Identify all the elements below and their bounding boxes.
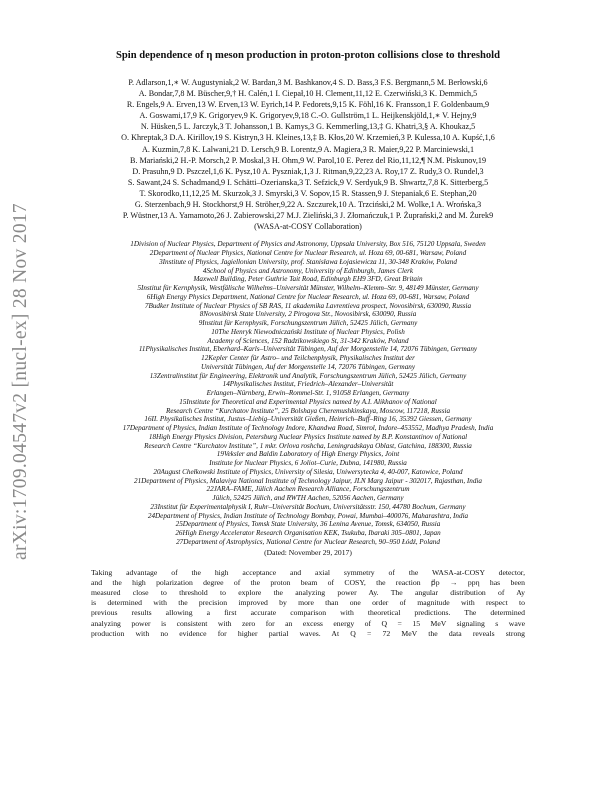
affiliation-line: 2Department of Nuclear Physics, National Centre for Nuclear Research, ul. Hoza 69, 00-681, Warsaw, Poland — [149, 249, 467, 258]
affiliation-line: 19Veksler and Baldin Laboratory of High Energy Physics, Joint — [216, 450, 400, 459]
abstract-line: production with no evidence for higher partial waves. At Q = 72 MeV the data reveals strong — [91, 628, 525, 638]
affiliation-line: 10The Henryk Niewodniczański Institute of Nuclear Physics, Polish — [211, 327, 405, 336]
affiliation-line: Institute for Nuclear Physics, 6 Joliot–Curie, Dubna, 141980, Russia — [209, 459, 407, 468]
abstract-line: Taking advantage of the high acceptance and axial symmetry of the WASA-at-COSY detector, — [91, 567, 525, 577]
affiliation-line: 26High Energy Accelerator Research Organisation KEK, Tsukuba, Ibaraki 305–0801, Japan — [175, 529, 441, 538]
author-line: P. Adlarson,1,∗ W. Augustyniak,2 W. Bardan,3 M. Bashkanov,4 S. D. Bass,3 F.S. Bergmann,5 M. Berłowski,6 — [128, 78, 488, 87]
affiliation-line: Research Centre “Kurchatov Institute”, 25 Bolshaya Cheremushkinskaya, Moscow, 117218, Russia — [165, 406, 451, 415]
affiliation-line: 24Department of Physics, Indian Institute of Technology Bombay, Powai, Mumbai–400076, Maharashtra, India — [147, 511, 469, 520]
author-line: S. Sawant,24 S. Schadmand,9 I. Schätti–Ozerianska,3 T. Sefzick,9 V. Serdyuk,9 B. Shwartz,7,8 K. Sitterberg,5 — [127, 177, 489, 187]
affiliation-line: Jülich, 52425 Jülich, and RWTH Aachen, 52056 Aachen, Germany — [212, 494, 404, 503]
affiliation-line: Universität Tübingen, Auf der Morgenstelle 14, 72076 Tübingen, Germany — [201, 362, 415, 371]
affiliation-line: 22JARA–FAME, Jülich Aachen Research Alliance, Forschungszentrum — [206, 485, 410, 494]
affiliation-line: 7Budker Institute of Nuclear Physics of SB RAS, 11 akademika Lavrentieva prospect, Novosibirsk, 630090, Russia — [144, 301, 472, 310]
affiliation-line: 8Novosibirsk State University, 2 Pirogova Str., Novosibirsk, 630090, Russia — [199, 310, 417, 319]
abstract-line: measured close to threshold to explore the analyzing power Ay. The angular distribution of Ay — [91, 587, 525, 597]
abstract-line: and the high polarization degree of the proton beam of COSY, the reaction p⃗p → ppη has been — [91, 577, 525, 587]
affiliation-line: 20August Chełkowski Institute of Physics, University of Silesia, Uniwersytecka 4, 40-007, Katowice, Poland — [153, 467, 463, 476]
author-line: G. Sterzenbach,9 H. Stockhorst,9 H. Ströher,9,22 A. Szczurek,10 A. Trzciński,2 M. Wolke,1 A. Wrońska,3 — [134, 200, 482, 210]
affiliation-line: 16II. Physikalisches Institut, Justus–Liebig–Universität Gießen, Heinrich–Buff–Ring 16, 35392 Giessen, Germany — [144, 415, 472, 424]
author-line: N. Hüsken,5 L. Jarczyk,3 T. Johansson,1 B. Kamys,3 G. Kemmerling,13,‡ G. Khatri,3,§ A. Khoukaz,5 — [140, 122, 476, 132]
author-line: O. Khreptak,3 D.A. Kirillov,19 S. Kistryn,3 H. Kleines,13,‡ B. Kłos,20 W. Krzemień,3 P. Kulessa,10 A. Kupść,1,6 — [121, 133, 495, 143]
affiliation-line: 27Department of Astrophysics, National Centre for Nuclear Research, 90–950 Łódź, Poland — [176, 537, 440, 546]
author-line: B. Mariański,2 H.-P. Morsch,2 P. Moskal,3 H. Ohm,9 W. Parol,10 E. Perez del Rio,11,12,¶ N.M. Piskunov,19 — [129, 155, 487, 165]
affiliation-line: 4School of Physics and Astronomy, University of Edinburgh, James Clerk — [202, 266, 414, 275]
affiliation-line: 15Institute for Theoretical and Experimental Physics named by A.I. Alikhanov of National — [179, 397, 437, 406]
affiliation-line: 18High Energy Physics Division, Petersburg Nuclear Physics Institute named by B.P. Konstantinov of National — [148, 432, 468, 441]
affiliation-line: 12Kepler Center für Astro– und Teilchenphysik, Physikalisches Institut der — [201, 354, 415, 363]
collaboration-name: (WASA-at-COSY Collaboration) — [254, 222, 362, 232]
author-line: D. Prasuhn,9 D. Pszczel,1,6 K. Pysz,10 A. Pyszniak,1,3 J. Ritman,9,22,23 A. Roy,17 Z. Rudy,3 O. Rundel,3 — [132, 166, 484, 176]
abstract-line: analyzing power is consistent with zero for an excess energy of Q = 15 MeV signaling s wave — [91, 618, 525, 628]
affiliation-line: 11Physikalisches Institut, Eberhard–Karls–Universität Tübingen, Auf der Morgenstelle 14, 72076 Tübingen, Germany — [138, 345, 478, 354]
arxiv-stamp: arXiv:1709.04547v2 [nucl-ex] 28 Nov 2017 — [10, 203, 31, 560]
affiliation-line: 5Institut für Kernphysik, Westfälische Wilhelms–Universität Münster, Wilhelm–Klemm–Str. 9, 48149 Münster, Germany — [137, 284, 479, 293]
affiliation-line: 25Department of Physics, Tomsk State University, 36 Lenina Avenue, Tomsk, 634050, Russia — [175, 520, 441, 529]
affiliation-line: 23Institut für Experimentalphysik I, Ruhr–Universität Bochum, Universitätsstr. 150, 44780 Bochum, Germany — [150, 502, 466, 511]
affiliation-list — [56, 240, 560, 546]
affiliation-line: Research Centre “Kurchatov Institute”, 1 mkr. Orlova roshcha, Leningradskaya Oblast, Gatchina, 188300, Russia — [144, 441, 472, 450]
paper-content — [56, 50, 560, 639]
affiliation-line: 6High Energy Physics Department, National Centre for Nuclear Research, ul. Hoza 69, 00-681, Warsaw, Poland — [146, 292, 470, 301]
author-line: A. Kuzmin,7,8 K. Lalwani,21 D. Lersch,9 B. Lorentz,9 A. Magiera,3 R. Maier,9,22 P. Marciniewski,1 — [141, 144, 475, 154]
abstract — [91, 568, 525, 639]
affiliation-line: 17Department of Physics, Indian Institute of Technology Indore, Khandwa Road, Simrol, Indore–453552, Madhya Pradesh, India — [122, 424, 494, 433]
affiliation-line: 3Institute of Physics, Jagiellonian University, prof. Stanisława Łojasiewicza 11, 30-348 Kraków, Poland — [159, 257, 457, 266]
affiliation-line: 1Division of Nuclear Physics, Department of Physics and Astronomy, Uppsala University, Box 516, 75120 Uppsala, Sweden — [130, 240, 486, 249]
author-line: P. Wüstner,13 A. Yamamoto,26 J. Zabierowski,27 M.J. Zieliński,3 J. Złomańczuk,1 P. Żuprański,2 and M. Żurek9 — [122, 211, 494, 221]
affiliation-line: Maxwell Building, Peter Guthrie Tait Road, Edinburgh EH9 3FD, Great Britain — [193, 275, 423, 284]
paper-title: Spin dependence of η meson production in proton-proton collisions close to threshold — [115, 50, 500, 61]
author-line: R. Engels,9 A. Erven,13 W. Erven,13 W. Eyrich,14 P. Fedorets,9,15 K. Föhl,16 K. Fransson,1 F. Goldenbaum,9 — [126, 100, 490, 110]
author-line: A. Goswami,17,9 K. Grigoryev,9 K. Grigoryev,9,18 C.-O. Gullström,1 L. Heijkenskjöld,1,∗ V. Hejny,9 — [139, 111, 477, 121]
affiliation-line: 21Department of Physics, Malaviya National Institute of Technology Jaipur, JLN Marg Jaipur - 302017, Rajasthan, India — [134, 476, 482, 485]
affiliation-line: Academy of Sciences, 152 Radzikowskiego St, 31-342 Kraków, Poland — [207, 336, 409, 345]
abstract-line: previous results allowing a first accurate comparison with theoretical predictions. The determined — [91, 608, 525, 618]
author-line: A. Bondar,7,8 M. Büscher,9,† H. Calén,1 I. Ciepał,10 H. Clement,11,12 E. Czerwiński,3 K. Demmich,5 — [138, 89, 478, 99]
affiliation-line: Erlangen–Nürnberg, Erwin–Rommel-Str. 1, 91058 Erlangen, Germany — [206, 389, 410, 398]
abstract-line: is determined with the precision improved by more than one order of magnitude with respect to — [91, 598, 525, 608]
author-list — [56, 77, 560, 221]
author-line: T. Skorodko,11,12,25 M. Skurzok,3 J. Smyrski,3 V. Sopov,15 R. Stassen,9 J. Stepaniak,6 E. Stephan,20 — [139, 188, 477, 198]
dated-line: (Dated: November 29, 2017) — [264, 547, 352, 557]
affiliation-line: 14Physikalisches Institut, Friedrich–Alexander–Universität — [222, 380, 394, 389]
affiliation-line: 13Zentralinstitut für Engineering, Elektronik und Analytik, Forschungszentrum Jülich, 52425 Jülich, Germany — [149, 371, 467, 380]
affiliation-line: 9Institut für Kernphysik, Forschungszentrum Jülich, 52425 Jülich, Germany — [198, 319, 418, 328]
